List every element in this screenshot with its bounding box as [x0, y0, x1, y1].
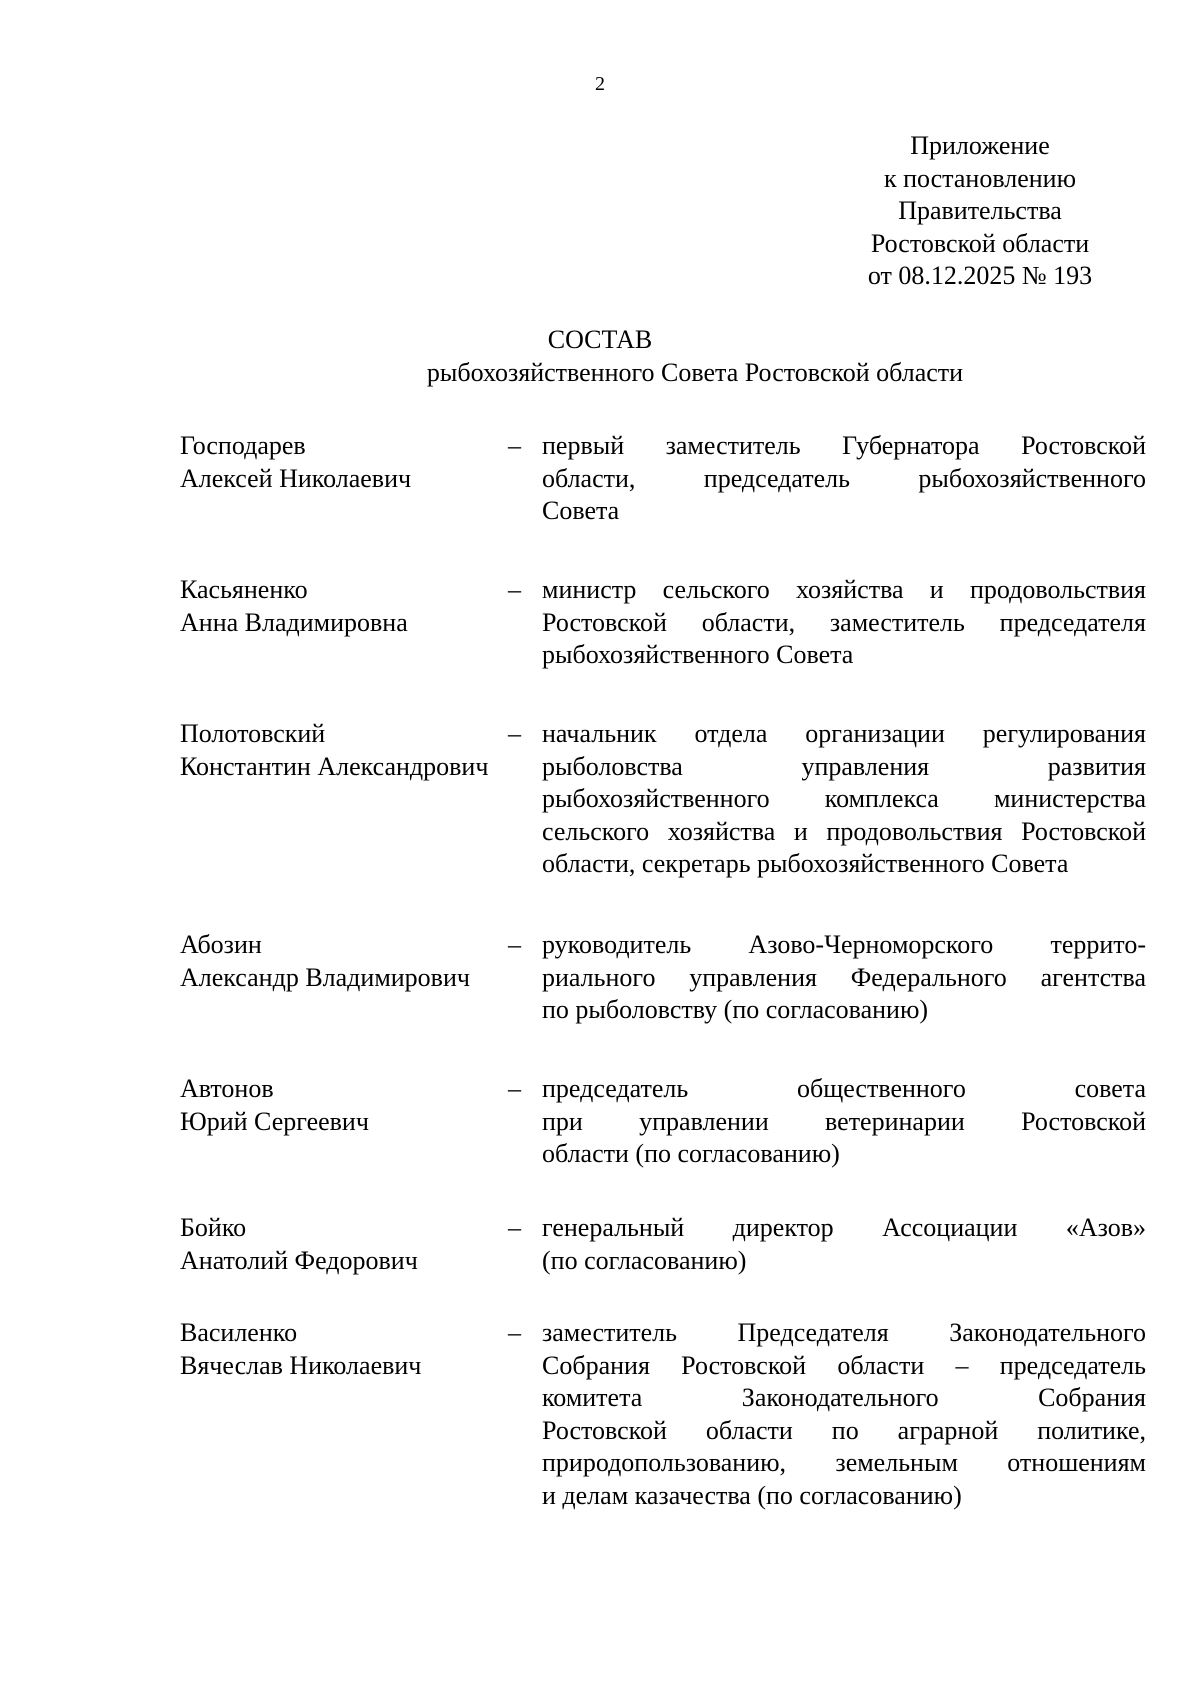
member-surname: Автонов	[180, 1074, 274, 1103]
member-name	[180, 1212, 510, 1277]
member-role-line: начальник отдела организации регулирования	[542, 719, 1146, 748]
member-role	[542, 929, 1146, 1027]
member-role-line: заместитель Председателя Законодательного	[542, 1318, 1146, 1347]
member-role-line: природопользованию, земельным отношениям	[542, 1448, 1146, 1477]
member-name	[180, 718, 510, 783]
member-role	[542, 1317, 1146, 1512]
member-role-line: области (по согласованию)	[542, 1139, 840, 1168]
member-surname: Абозин	[180, 930, 262, 959]
member-surname: Господарев	[180, 431, 306, 460]
member-given-names: Анна Владимировна	[180, 607, 408, 637]
member-role-line: области, председатель рыбохозяйственного	[542, 463, 1146, 493]
member-name	[180, 1073, 510, 1138]
member-role-line: министр сельского хозяйства и продовольствия	[542, 575, 1146, 604]
member-given-names: Вячеслав Николаевич	[180, 1350, 422, 1380]
member-role-line: при управлении ветеринарии Ростовской	[542, 1106, 1146, 1136]
member-surname: Касьяненко	[180, 575, 308, 604]
member-role	[542, 430, 1146, 528]
member-role-line: Собрания Ростовской области – председатель	[542, 1350, 1146, 1380]
member-role-line: сельского хозяйства и продовольствия Ростовской	[542, 816, 1146, 846]
member-given-names: Алексей Николаевич	[180, 463, 412, 493]
member-surname: Бойко	[180, 1213, 247, 1242]
member-role-line: комитета Законодательного Собрания	[542, 1383, 1146, 1412]
member-role-line: по рыболовству (по согласованию)	[542, 995, 929, 1024]
member-role-line: рыбохозяйственного комплекса министерства	[542, 784, 1146, 813]
member-role	[542, 1073, 1146, 1171]
member-given-names: Анатолий Федорович	[180, 1245, 418, 1275]
member-role-line: председатель общественного совета	[542, 1074, 1146, 1103]
member-role-line: Ростовской области, заместитель председателя	[542, 607, 1146, 637]
member-name	[180, 574, 510, 639]
member-role	[542, 718, 1146, 881]
member-dash: –	[508, 1318, 521, 1347]
member-role-line: рыболовства управления развития	[542, 751, 1146, 781]
member-role-line: первый заместитель Губернатора Ростовской	[542, 431, 1146, 460]
appendix-line: Приложение	[910, 131, 1050, 160]
appendix-line: от 08.12.2025 № 193	[867, 261, 1093, 290]
member-role-line: риального управления Федерального агентства	[542, 962, 1146, 992]
member-name	[180, 430, 510, 495]
member-surname: Василенко	[180, 1318, 298, 1347]
document-subtitle: рыбохозяйственного Совета Ростовской области	[426, 358, 964, 387]
member-role-line: Ростовской области по аграрной политике,	[542, 1415, 1146, 1445]
appendix-block	[820, 130, 1140, 293]
member-dash: –	[508, 719, 521, 748]
member-dash: –	[508, 930, 521, 959]
member-dash: –	[508, 1213, 521, 1242]
appendix-line: Ростовской области	[870, 228, 1090, 258]
member-given-names: Александр Владимирович	[180, 962, 470, 992]
member-given-names: Юрий Сергеевич	[180, 1106, 369, 1136]
member-dash: –	[508, 575, 521, 604]
member-name	[180, 1317, 510, 1382]
member-name	[180, 929, 510, 994]
member-role-line: генеральный директор Ассоциации «Азов»	[542, 1213, 1146, 1242]
page-number: 2	[595, 73, 605, 95]
appendix-line: Правительства	[898, 196, 1062, 225]
member-role	[542, 1212, 1146, 1277]
member-role-line: Совета	[542, 496, 620, 525]
document-title: СОСТАВ	[547, 325, 653, 354]
member-role-line: рыбохозяйственного Совета	[542, 640, 854, 669]
appendix-line: к постановлению	[883, 163, 1077, 193]
member-dash: –	[508, 1074, 521, 1103]
member-role	[542, 574, 1146, 672]
member-given-names: Константин Александрович	[180, 751, 489, 781]
member-role-line: (по согласованию)	[542, 1245, 747, 1275]
member-role-line: руководитель Азово-Черноморского террито-	[542, 930, 1146, 959]
member-surname: Полотовский	[180, 719, 326, 748]
member-role-line: и делам казачества (по согласованию)	[542, 1480, 962, 1510]
member-role-line: области, секретарь рыбохозяйственного Совета	[542, 849, 1069, 878]
member-dash: –	[508, 431, 521, 460]
